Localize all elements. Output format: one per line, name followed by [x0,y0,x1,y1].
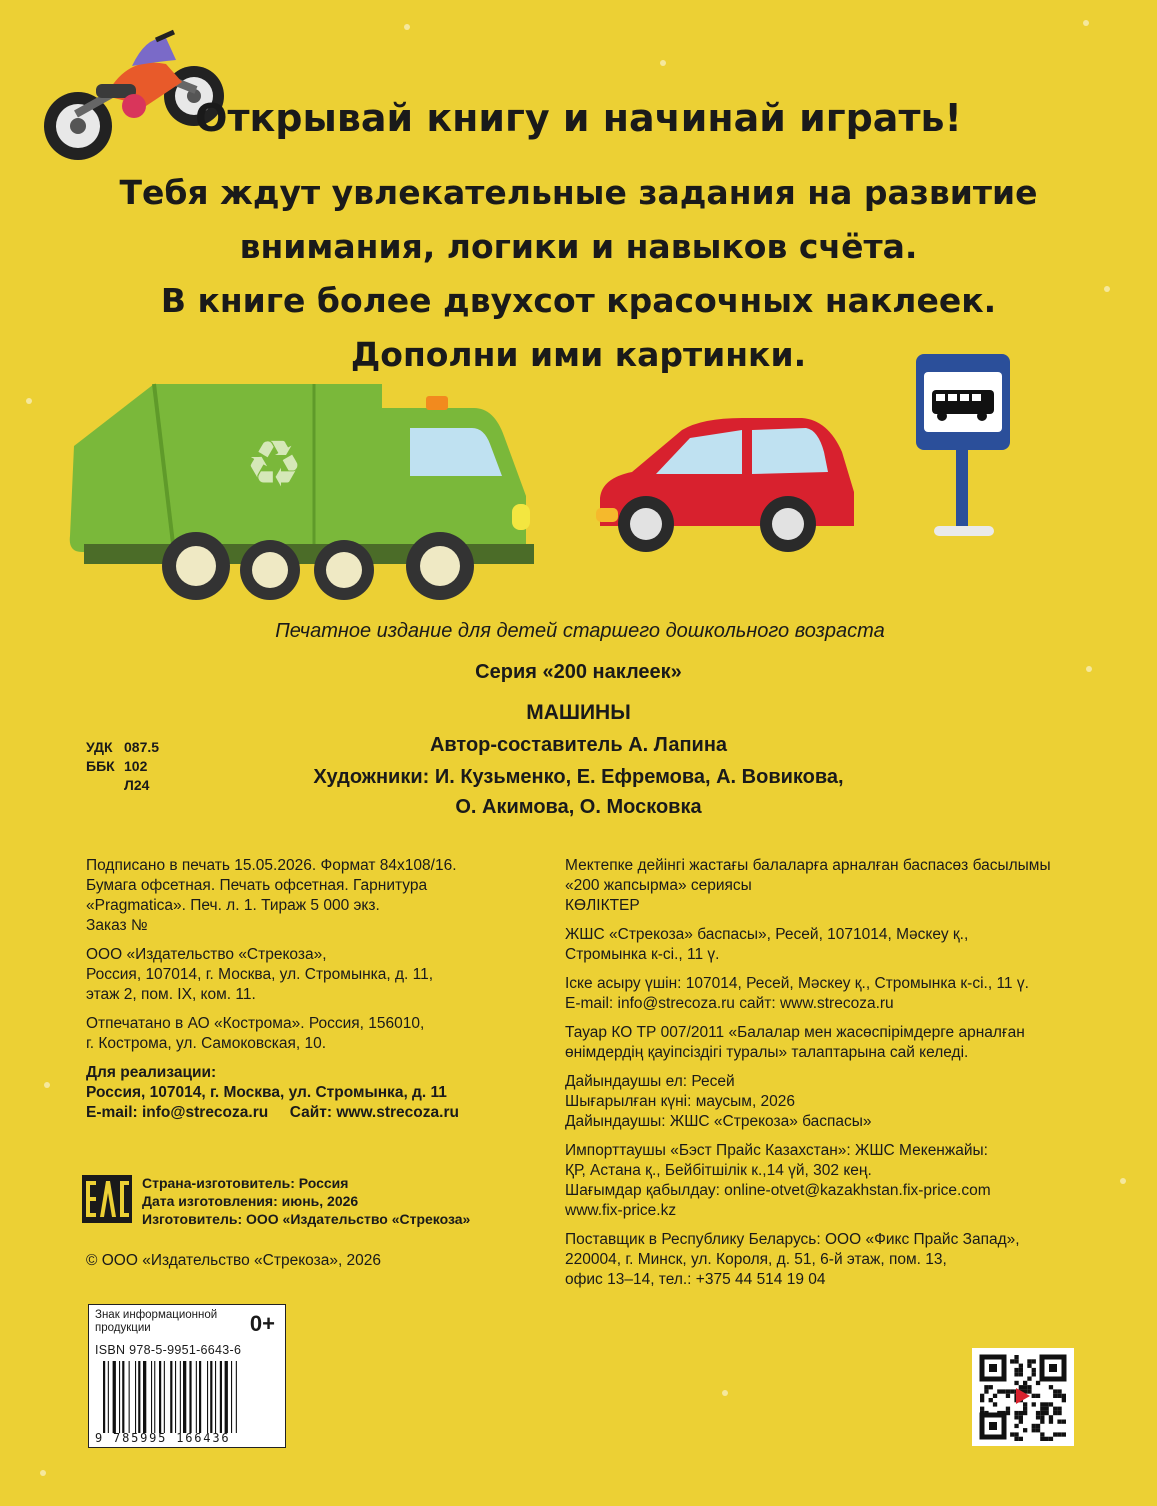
by-supplier: Поставщик в Республику Беларусь: ООО «Фикс Прайс Запад», 220004, г. Минск, ул. Короля, д. 51, 6-й этаж, пом. 13, офис 13–14, тел.: +375 44 514 19 04 [565,1231,1020,1288]
decor-dot [722,1390,728,1396]
print-info: Подписано в печать 15.05.2026. Формат 84х108/16. Бумага офсетная. Печать офсетная. Гарнитура «Pragmatica». Печ. л. 1. Тираж 5 000 экз. Заказ № [86,857,457,934]
decor-dot [40,1470,46,1476]
red-car-illustration [592,412,860,560]
code-value: Л24 [124,777,150,793]
isbn: ISBN 978-5-9951-6643-6 [95,1343,242,1357]
decor-dot [44,1082,50,1088]
sales-site: Сайт: www.strecoza.ru [289,1104,459,1121]
age-rating: 0+ [249,1311,275,1336]
code-label: УДК [86,739,113,755]
promo-line: Дополни ими картинки. [350,335,807,374]
decor-dot [26,398,32,404]
svg-text:♻: ♻ [245,428,303,502]
manufacturer-info: Страна-изготовитель: Россия Дата изготовления: июнь, 2026 Изготовитель: ООО «Издательство «Стрекоза» [142,1175,471,1227]
kz-series-info: Мектепке дейінгі жастағы балаларға арналған баспасөз басылымы «200 жапсырма» сериясы КӨЛІКТЕР [565,857,1051,914]
promo-line: Тебя ждут увлекательные задания на развитие [119,173,1038,212]
garbage-truck-illustration [64,376,536,608]
author-line: Автор-составитель А. Лапина [429,734,728,756]
headline: Открывай книгу и начинай играть! [195,96,962,140]
promo-line: В книге более двухсот красочных наклеек. [160,281,997,320]
kz-importer: Импорттаушы «Бэст Прайс Казахстан»: ЖШС Мекенжайы: ҚР, Астана қ., Бейбітшілік к.,14 үй, 302 кең. Шағымдар қабылдау: online-otvet@kazakhstan.fix-price.com www.fix-price.kz [565,1142,991,1219]
sales-email: E-mail: info@strecoza.ru [86,1104,269,1121]
imprint-left-column [86,856,546,1132]
barcode-panel [88,1304,286,1448]
classification-codes [86,738,159,795]
artists-line: Художники: И. Кузьменко, Е. Ефремова, А. Вовикова, [313,766,844,788]
kz-manufacturer: Дайындаушы ел: Ресей Шығарылған күні: маусым, 2026 Дайындаушы: ЖШС «Стрекоза» баспасы» [565,1073,872,1130]
kz-publisher: ЖШС «Стрекоза» баспасы», Ресей, 1071014, Мәскеу қ., Стромынка к-сі., 11 ү. [565,926,969,963]
info-product-sign: Знак информационной продукции [95,1309,218,1334]
book-title: МАШИНЫ [526,701,631,724]
kz-sales: Іске асыру үшін: 107014, Ресей, Мәскеу қ., Стромынка к-сі., 11 ү. E-mail: info@strecoza.ru сайт: www.strecoza.ru [565,975,1029,1012]
barcode-number: 9 785995 166436 [95,1431,231,1445]
publisher-address: ООО «Издательство «Стрекоза», Россия, 107014, г. Москва, ул. Стромынка, д. 11, этаж 2, пом. IX, ком. 11. [86,946,434,1003]
decor-dot [660,60,666,66]
decor-dot [1083,20,1089,26]
tagline: Печатное издание для детей старшего дошкольного возраста [275,620,885,642]
series-line: Серия «200 наклеек» [475,661,682,683]
printer-address: Отпечатано в АО «Кострома». Россия, 156010, г. Кострома, ул. Самоковская, 10. [86,1015,425,1052]
promo-line: внимания, логики и навыков счёта. [239,227,918,266]
kz-compliance: Тауар КО ТР 007/2011 «Балалар мен жасөспірімдерге арналған өнімдердің қауіпсіздігі туралы» талаптарына сай келеді. [565,1024,1025,1061]
decor-dot [404,24,410,30]
code-value: 102 [124,758,148,774]
sales-info: Для реализации: Россия, 107014, г. Москва, ул. Стромынка, д. 11 E-mail: info@strecoza.ru Сайт: www.strecoza.ru [86,1064,459,1121]
code-label: ББК [86,758,115,774]
barcode-icon [103,1361,279,1433]
imprint-right-column [565,856,1125,1299]
qr-code-icon [972,1348,1074,1446]
artists-line: О. Акимова, О. Московка [455,796,702,818]
code-value: 087.5 [124,739,160,755]
bus-stop-sign-illustration [916,354,1016,540]
copyright: © ООО «Издательство «Стрекоза», 2026 [86,1252,382,1269]
eac-mark-icon [82,1175,132,1223]
